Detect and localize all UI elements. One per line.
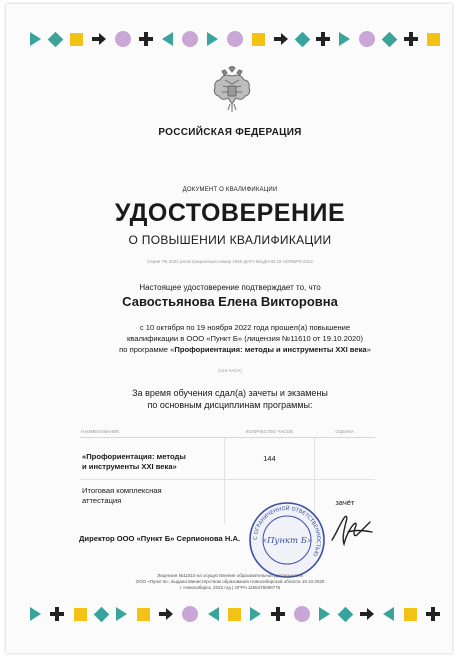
double-headed-eagle-emblem-icon <box>212 66 252 114</box>
square-icon <box>70 33 83 46</box>
discipline-grade-cell <box>314 438 375 480</box>
program-line: по программе «Профориентация: методы и инструменты XXI века» <box>119 345 371 354</box>
square-icon <box>137 608 150 621</box>
recipient-name: Савостьянова Елена Викторовна <box>122 294 338 309</box>
country-name: РОССИЙСКАЯ ФЕДЕРАЦИЯ <box>158 127 302 138</box>
triangle-right-icon <box>339 32 350 46</box>
plus-icon <box>426 607 440 621</box>
discipline-name-cell: Итоговая комплексная аттестация <box>82 486 162 505</box>
arrow-right-icon <box>360 608 374 620</box>
discipline-hours-cell: 144 <box>224 438 314 480</box>
triangle-left-icon <box>383 607 394 621</box>
discipline-grade-cell: зачёт <box>314 480 375 524</box>
triangle-right-icon <box>30 32 41 46</box>
diamond-icon <box>294 31 310 47</box>
triangle-left-icon <box>162 32 173 46</box>
column-header-name: НАИМЕНОВАНИЕ <box>80 425 224 438</box>
arrow-right-icon <box>274 33 288 45</box>
discipline-name-cell: «Профориентация: методы и инструменты XXI века» <box>80 438 224 480</box>
triangle-right-icon <box>30 607 41 621</box>
triangle-right-icon <box>207 32 218 46</box>
circle-icon <box>294 606 310 622</box>
square-icon <box>252 33 265 46</box>
organization-stamp <box>247 500 327 580</box>
plus-icon <box>50 607 64 621</box>
circle-icon <box>182 31 198 47</box>
diamond-icon <box>382 31 398 47</box>
serial-number-line: Серия ПК 2022 регистрационный номер 1966 ДАТА ВЫДАЧИ 22 НОЯБРЯ 2022 <box>147 259 313 264</box>
organization-line: квалификации в ООО «Пункт Б» (лицензия №11610 от 19.10.2020) <box>126 334 364 343</box>
table-header-row <box>80 425 375 438</box>
svg-text:С ОГРАНИЧЕННОЙ ОТВЕТСТВЕННОСТЬ: С ОГРАНИЧЕННОЙ ОТВЕТСТВЕННОСТЬЮ <box>252 505 322 558</box>
hours-label: (144 ЧАСА) <box>218 368 242 373</box>
plus-icon <box>139 32 153 46</box>
triangle-left-icon <box>208 607 219 621</box>
diamond-icon <box>94 606 110 622</box>
plus-icon <box>404 32 418 46</box>
column-header-hours: КОЛИЧЕСТВО ЧАСОВ <box>224 425 314 438</box>
column-header-grade: ОЦЕНКА <box>314 425 375 438</box>
plus-icon <box>271 607 285 621</box>
exams-intro: За время обучения сдал(а) зачеты и экзамены по основным дисциплинам программы: <box>132 388 328 410</box>
diamond-icon <box>48 31 64 47</box>
diamond-icon <box>337 606 353 622</box>
square-icon <box>427 33 440 46</box>
confirm-text: Настоящее удостоверение подтверждает то, что <box>139 283 321 292</box>
handwritten-signature <box>328 510 376 550</box>
circle-icon <box>227 31 243 47</box>
circle-icon <box>359 31 375 47</box>
triangle-right-icon <box>116 607 127 621</box>
triangle-right-icon <box>319 607 330 621</box>
circle-icon <box>182 606 198 622</box>
arrow-right-icon <box>92 33 106 45</box>
square-icon <box>74 608 87 621</box>
decorative-border-top <box>30 30 440 48</box>
disciplines-table <box>80 425 375 524</box>
document-type-label: ДОКУМЕНТ О КВАЛИФИКАЦИИ <box>182 187 278 193</box>
course-description <box>95 322 395 355</box>
square-icon <box>228 608 241 621</box>
period-line: с 10 октября по 19 ноября 2022 года прошел(а) повышение <box>139 323 351 332</box>
director-signature-line: Директор ООО «Пункт Б» Серпионова Н.А. <box>79 534 241 543</box>
square-icon <box>404 608 417 621</box>
program-name: Профориентация: методы и инструменты XXI века <box>174 345 367 354</box>
license-footer: Лицензия №11610 на осуществление образовательной деятельности ООО «Пункт Б», выдана Министерством образования Новосибирской области 19.10.2020 г. Новосибирск, 2022 год | ОГРН 1165476098776 <box>135 573 325 590</box>
decorative-border-bottom <box>30 605 440 623</box>
triangle-right-icon <box>250 607 261 621</box>
arrow-right-icon <box>159 608 173 620</box>
certificate-title: УДОСТОВЕРЕНИЕ <box>114 199 346 227</box>
certificate-subtitle: О ПОВЫШЕНИИ КВАЛИФИКАЦИИ <box>128 233 332 247</box>
table-row <box>80 438 375 480</box>
svg-text:«Пункт Б»: «Пункт Б» <box>261 536 313 546</box>
circle-icon <box>115 31 131 47</box>
plus-icon <box>316 32 330 46</box>
